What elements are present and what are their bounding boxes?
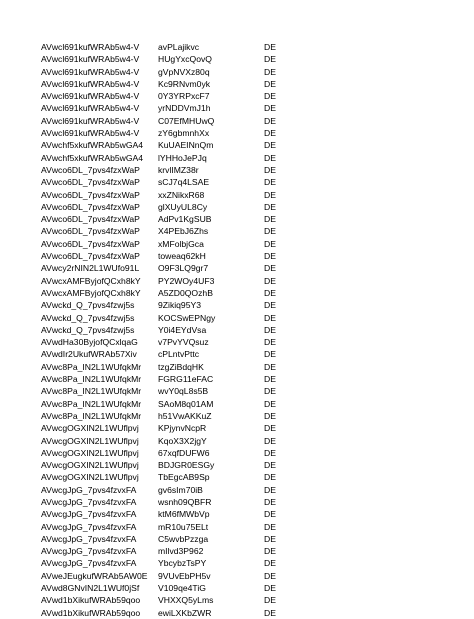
table-row <box>0 152 474 164</box>
code-cell: A5ZD0QOzhB <box>158 287 213 298</box>
id-cell: AVwcgOGXIN2L1WUflpvj <box>41 435 139 446</box>
id-cell: AVwcl691kufWRAb5w4-V <box>41 54 140 65</box>
country-cell: DE <box>264 496 276 507</box>
table-row <box>0 262 474 274</box>
id-cell: AVwdHa30ByjofQCxlqaG <box>41 337 138 348</box>
country-cell: DE <box>264 263 276 274</box>
country-cell: DE <box>264 546 276 557</box>
code-cell: ktM6fMWbVp <box>158 509 210 520</box>
code-cell: tzgZiBdqHK <box>158 361 204 372</box>
code-cell: avPLajikvc <box>158 42 200 52</box>
id-cell: AVwcl691kufWRAb5w4-V <box>41 115 140 126</box>
id-cell: AVwd8GNvIN2L1WUf0jSf <box>41 583 140 594</box>
id-cell: AVwcgJpG_7pvs4fzvxFA <box>41 496 137 507</box>
code-cell: TbEgcAB9Sp <box>158 472 210 483</box>
country-cell: DE <box>264 361 276 372</box>
code-cell: yrNDDVmJ1h <box>158 103 211 114</box>
id-cell: AVwcgJpG_7pvs4fzvxFA <box>41 521 137 532</box>
table-row <box>0 201 474 213</box>
code-cell: VHXXQ5yLms <box>158 595 214 606</box>
code-cell: C07EfMHUwQ <box>158 115 215 126</box>
id-cell: AVwcxAMFByjofQCxh8kY <box>41 287 141 298</box>
table-row <box>0 533 474 545</box>
id-cell: AVwcgJpG_7pvs4fzvxFA <box>41 558 137 569</box>
country-cell: DE <box>264 287 276 298</box>
code-cell: krvlIMZ38r <box>158 164 199 175</box>
code-cell: KPjynvNcpR <box>158 423 207 434</box>
table-row <box>0 102 474 114</box>
country-cell: DE <box>264 66 276 77</box>
country-cell: DE <box>264 128 276 139</box>
country-cell: DE <box>264 164 276 175</box>
id-cell: AVwckd_Q_7pvs4fzwj5s <box>41 324 135 335</box>
table-row <box>0 78 474 90</box>
table-row <box>0 139 474 151</box>
code-cell: FGRG11eFAC <box>158 374 214 385</box>
id-cell: AVwc8Pa_IN2L1WUfqkMr <box>41 374 142 385</box>
country-cell: DE <box>264 238 276 249</box>
table-row <box>0 115 474 127</box>
country-cell: DE <box>264 54 276 65</box>
table-row <box>0 312 474 324</box>
country-cell: DE <box>264 447 276 458</box>
code-cell: xxZNikxR68 <box>158 189 205 200</box>
id-cell: AVwcxAMFByjofQCxh8kY <box>41 275 141 286</box>
code-cell: ewiLXKbZWR <box>158 607 212 618</box>
country-cell: DE <box>264 152 276 163</box>
table-row <box>0 410 474 422</box>
code-cell: O9F3LQ9gr7 <box>158 263 209 274</box>
id-cell: AVwco6DL_7pvs4fzxWaP <box>41 177 140 188</box>
id-cell: AVwco6DL_7pvs4fzxWaP <box>41 214 140 225</box>
table-row <box>0 361 474 373</box>
id-cell: AVwc8Pa_IN2L1WUfqkMr <box>41 410 142 421</box>
id-cell: AVwchf5xkufWRAb5wGA4 <box>41 140 144 151</box>
country-cell: DE <box>264 570 276 581</box>
table-row <box>0 189 474 201</box>
id-cell: AVwcgOGXIN2L1WUflpvj <box>41 472 139 483</box>
table-row <box>0 459 474 471</box>
country-cell: DE <box>264 521 276 532</box>
table-row <box>0 508 474 520</box>
id-cell: AVwco6DL_7pvs4fzxWaP <box>41 201 140 212</box>
table-row <box>0 594 474 606</box>
table-row <box>0 127 474 139</box>
country-cell: DE <box>264 115 276 126</box>
id-cell: AVwco6DL_7pvs4fzxWaP <box>41 189 140 200</box>
code-cell: glXUyUL8Cy <box>158 201 208 212</box>
id-cell: AVwd1bXikufWRAb59qoo <box>41 607 141 618</box>
country-cell: DE <box>264 472 276 483</box>
table-row <box>0 225 474 237</box>
country-cell: DE <box>264 300 276 311</box>
code-cell: 9VUvEbPH5v <box>158 570 211 581</box>
id-cell: AVwcgJpG_7pvs4fzvxFA <box>41 533 137 544</box>
id-cell: AVweJEugkufWRAb5AW0E <box>41 570 148 581</box>
country-cell: DE <box>264 460 276 471</box>
code-cell: zY6gbmnhXx <box>158 128 210 139</box>
country-cell: DE <box>264 312 276 323</box>
code-cell: 0Y3YRPxcF7 <box>158 91 210 102</box>
country-cell: DE <box>264 398 276 409</box>
country-cell: DE <box>264 214 276 225</box>
spreadsheet-table <box>0 41 474 619</box>
table-row <box>0 275 474 287</box>
table-row <box>0 176 474 188</box>
code-cell: AdPv1KgSUB <box>158 214 212 225</box>
code-cell: PY2WOy4UF3 <box>158 275 215 286</box>
country-cell: DE <box>264 140 276 151</box>
id-cell: AVwco6DL_7pvs4fzxWaP <box>41 226 140 237</box>
id-cell: AVwcy2rNIN2L1WUfo91L <box>41 263 140 274</box>
table-row <box>0 471 474 483</box>
table-row <box>0 213 474 225</box>
country-cell: DE <box>264 435 276 446</box>
table-row <box>0 53 474 65</box>
id-cell: AVwchf5xkufWRAb5wGA4 <box>41 152 144 163</box>
table-row <box>0 496 474 508</box>
table-row <box>0 385 474 397</box>
country-cell: DE <box>264 78 276 89</box>
table-row <box>0 422 474 434</box>
code-cell: KqoX3X2jgY <box>158 435 207 446</box>
code-cell: V109qe4TiG <box>158 583 206 594</box>
id-cell: AVwcl691kufWRAb5w4-V <box>41 66 140 77</box>
id-cell: AVwcl691kufWRAb5w4-V <box>41 42 140 52</box>
code-cell: h51VwAKKuZ <box>158 410 212 421</box>
id-cell: AVwcgOGXIN2L1WUflpvj <box>41 460 139 471</box>
country-cell: DE <box>264 595 276 606</box>
table-row <box>0 238 474 250</box>
id-cell: AVwco6DL_7pvs4fzxWaP <box>41 164 140 175</box>
code-cell: 67xqfDUFW6 <box>158 447 210 458</box>
country-cell: DE <box>264 533 276 544</box>
table-row <box>0 287 474 299</box>
country-cell: DE <box>264 349 276 360</box>
table-row <box>0 348 474 360</box>
code-cell: KOCSwEPNgy <box>158 312 216 323</box>
id-cell: AVwcl691kufWRAb5w4-V <box>41 91 140 102</box>
table-row <box>0 41 474 53</box>
table-row <box>0 447 474 459</box>
id-cell: AVwcl691kufWRAb5w4-V <box>41 78 140 89</box>
country-cell: DE <box>264 583 276 594</box>
country-cell: DE <box>264 558 276 569</box>
country-cell: DE <box>264 201 276 212</box>
table-row <box>0 324 474 336</box>
country-cell: DE <box>264 374 276 385</box>
code-cell: 9Zikiq95Y3 <box>158 300 201 311</box>
id-cell: AVwcgJpG_7pvs4fzvxFA <box>41 546 137 557</box>
id-cell: AVwcgJpG_7pvs4fzvxFA <box>41 484 137 495</box>
country-cell: DE <box>264 42 276 52</box>
code-cell: HUgYxcQovQ <box>158 54 212 65</box>
code-cell: cPLntvPttc <box>158 349 200 360</box>
country-cell: DE <box>264 410 276 421</box>
code-cell: Y0i4EYdVsa <box>158 324 207 335</box>
country-cell: DE <box>264 423 276 434</box>
code-cell: mIlvd3P962 <box>158 546 204 557</box>
id-cell: AVwco6DL_7pvs4fzxWaP <box>41 238 140 249</box>
code-cell: Kc9RNvm0yk <box>158 78 211 89</box>
id-cell: AVwckd_Q_7pvs4fzwj5s <box>41 300 135 311</box>
id-cell: AVwckd_Q_7pvs4fzwj5s <box>41 312 135 323</box>
code-cell: X4PEbJ6Zhs <box>158 226 209 237</box>
table-row <box>0 398 474 410</box>
id-cell: AVwcgOGXIN2L1WUflpvj <box>41 423 139 434</box>
code-cell: sCJ7q4LSAE <box>158 177 210 188</box>
code-cell: wvY0qL8s5B <box>158 386 209 397</box>
table-row <box>0 250 474 262</box>
table-row <box>0 570 474 582</box>
country-cell: DE <box>264 103 276 114</box>
table-row <box>0 336 474 348</box>
table-row <box>0 164 474 176</box>
country-cell: DE <box>264 607 276 618</box>
code-cell: wsnh09QBFR <box>158 496 212 507</box>
country-cell: DE <box>264 337 276 348</box>
table-row <box>0 299 474 311</box>
code-cell: xMFolbjGca <box>158 238 204 249</box>
code-cell: lYHHoJePJq <box>158 152 207 163</box>
country-cell: DE <box>264 189 276 200</box>
country-cell: DE <box>264 509 276 520</box>
code-cell: KuUAEINnQm <box>158 140 214 151</box>
id-cell: AVwco6DL_7pvs4fzxWaP <box>41 251 140 262</box>
code-cell: YbcybzTsPY <box>158 558 207 569</box>
id-cell: AVwcl691kufWRAb5w4-V <box>41 103 140 114</box>
country-cell: DE <box>264 177 276 188</box>
country-cell: DE <box>264 484 276 495</box>
id-cell: AVwd1bXikufWRAb59qoo <box>41 595 141 606</box>
code-cell: mR10u75ELt <box>158 521 209 532</box>
table-row <box>0 521 474 533</box>
table-row <box>0 545 474 557</box>
country-cell: DE <box>264 91 276 102</box>
code-cell: BDJGR0ESGy <box>158 460 215 471</box>
table-row <box>0 373 474 385</box>
country-cell: DE <box>264 251 276 262</box>
table-row <box>0 435 474 447</box>
id-cell: AVwcgOGXIN2L1WUflpvj <box>41 447 139 458</box>
country-cell: DE <box>264 275 276 286</box>
table-row <box>0 90 474 102</box>
id-cell: AVwc8Pa_IN2L1WUfqkMr <box>41 386 142 397</box>
country-cell: DE <box>264 226 276 237</box>
code-cell: gv6sIm70iB <box>158 484 203 495</box>
code-cell: gVpNVXz80q <box>158 66 210 77</box>
id-cell: AVwcl691kufWRAb5w4-V <box>41 128 140 139</box>
table-row <box>0 66 474 78</box>
code-cell: SAoM8q01AM <box>158 398 214 409</box>
id-cell: AVwdIr2UkufWRAb57Xiv <box>41 349 137 360</box>
id-cell: AVwc8Pa_IN2L1WUfqkMr <box>41 361 142 372</box>
table-row <box>0 557 474 569</box>
country-cell: DE <box>264 386 276 397</box>
id-cell: AVwcgJpG_7pvs4fzvxFA <box>41 509 137 520</box>
table-row <box>0 484 474 496</box>
code-cell: C5wvbPzzga <box>158 533 209 544</box>
table-row <box>0 582 474 594</box>
country-cell: DE <box>264 324 276 335</box>
id-cell: AVwc8Pa_IN2L1WUfqkMr <box>41 398 142 409</box>
code-cell: toweaq62kH <box>158 251 206 262</box>
code-cell: v7PvYVQsuz <box>158 337 209 348</box>
